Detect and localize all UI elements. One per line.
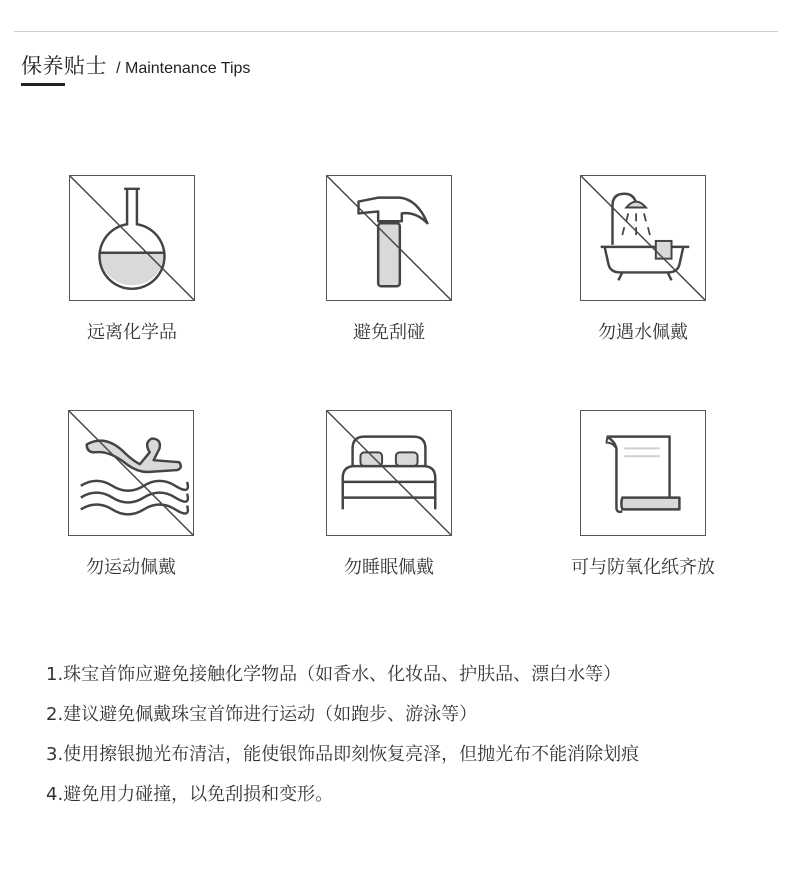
tip-sports <box>31 410 231 579</box>
note-item: 2.建议避免佩戴珠宝首饰进行运动（如跑步、游泳等） <box>46 704 478 725</box>
tip-chemicals <box>32 175 232 344</box>
page-subtitle: / Maintenance Tips <box>116 60 251 77</box>
bed-svg <box>327 411 451 535</box>
paper-scroll-svg <box>581 411 705 535</box>
tip-water <box>543 175 743 344</box>
swimming-svg <box>69 411 193 535</box>
section-header <box>21 50 250 80</box>
note-item: 3.使用擦银抛光布清洁，能使银饰品即刻恢复亮泽，但抛光布不能消除划痕 <box>46 744 640 765</box>
hammer-svg <box>327 176 451 300</box>
paper-scroll-icon <box>580 410 706 536</box>
tip-scratches <box>289 175 489 344</box>
tip-sleep <box>289 410 489 579</box>
tip-label: 远离化学品 <box>87 322 177 343</box>
swimming-icon <box>68 410 194 536</box>
tip-label: 勿睡眠佩戴 <box>344 557 434 578</box>
top-divider <box>14 31 778 32</box>
tip-anti-oxidation-paper <box>543 410 743 579</box>
tip-label: 避免刮碰 <box>353 322 425 343</box>
bed-icon <box>326 410 452 536</box>
notes-list <box>46 655 639 815</box>
title-underline <box>21 83 65 86</box>
chemical-flask-svg <box>70 176 194 300</box>
note-item: 1.珠宝首饰应避免接触化学物品（如香水、化妆品、护肤品、漂白水等） <box>46 664 622 685</box>
tip-label: 可与防氧化纸齐放 <box>571 557 715 578</box>
tip-label: 勿运动佩戴 <box>86 557 176 578</box>
bathtub-shower-svg <box>581 176 705 300</box>
tip-label: 勿遇水佩戴 <box>598 322 688 343</box>
bathtub-shower-icon <box>580 175 706 301</box>
chemical-flask-icon <box>69 175 195 301</box>
page-title: 保养贴士 <box>21 54 107 78</box>
hammer-icon <box>326 175 452 301</box>
note-item: 4.避免用力碰撞，以免刮损和变形。 <box>46 784 334 805</box>
